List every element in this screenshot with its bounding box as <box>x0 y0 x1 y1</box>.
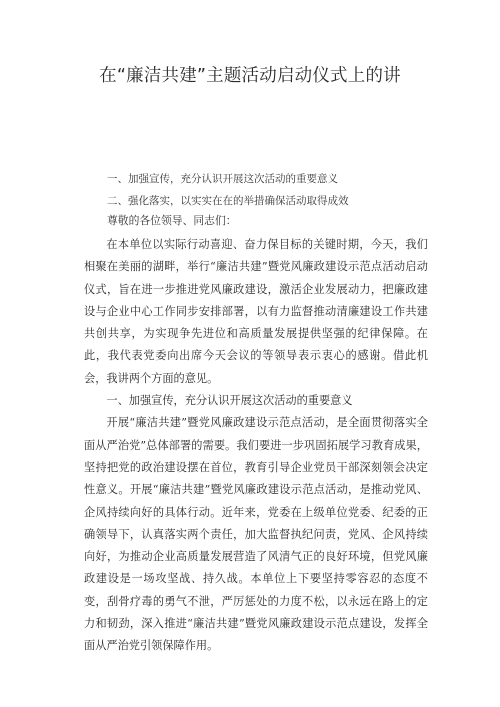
salutation: 尊敬的各位领导、同志们： <box>107 214 237 227</box>
section-heading: 一、加强宣传，充分认识开展这次活动的重要意义 <box>106 394 353 408</box>
document-title: 在“廉洁共建”主题活动启动仪式上的讲 <box>99 66 401 86</box>
toc-item: 一、加强宣传，充分认识开展这次活动的重要意义 <box>107 173 338 185</box>
body-paragraph: 在本单位以实际行动喜迎、奋力保目标的关键时期，今天，我们相聚在美丽的湖畔，举行“廉洁共建”暨党风廉政建设示范点活动启动仪式，旨在进一步推进党风廉政建设，激活企业发展动力，把廉政建设与企业中心工作同步安排部署，以有力监督推动清廉建设工作共建共创共享，为实现争先进位和高质量发展提供坚强的纪律保障。在此，我代表党委向出席今天会议的等领导表示衷心的感谢。借此机会，我讲两个方面的意见。 <box>84 238 428 385</box>
body-paragraph: 开展“廉洁共建”暨党风廉政建设示范点活动，是全面贯彻落实全面从严治党”总体部署的需要。我们要进一步巩固拓展学习教育成果，坚持把党的政治建设摆在首位，教育引导企业党员干部深刻领会决定性意义。开展“廉洁共建”暨党风廉政建设示范点活动，是推动党风、企风持续向好的具体行动。近年来，党委在上级单位党委、纪委的正确领导下，认真落实两个责任，加大监督执纪问责，党风、企风持续向好，为推动企业高质量发展营造了风清气正的良好环境，但党风廉政建设是一场攻坚战、持久战。本单位上下要坚持零容忍的态度不变，刮骨疗毒的勇气不泄，严厉惩处的力度不松，以永远在路上的定力和韧劲，深入推进“廉洁共建”暨党风廉政建设示范点建设，发挥全面从严治党引领保障作用。 <box>84 416 428 653</box>
document-body <box>84 234 428 658</box>
table-of-contents <box>107 168 349 212</box>
toc-item: 二、强化落实，以实实在在的举措确保活动取得成效 <box>107 195 349 207</box>
